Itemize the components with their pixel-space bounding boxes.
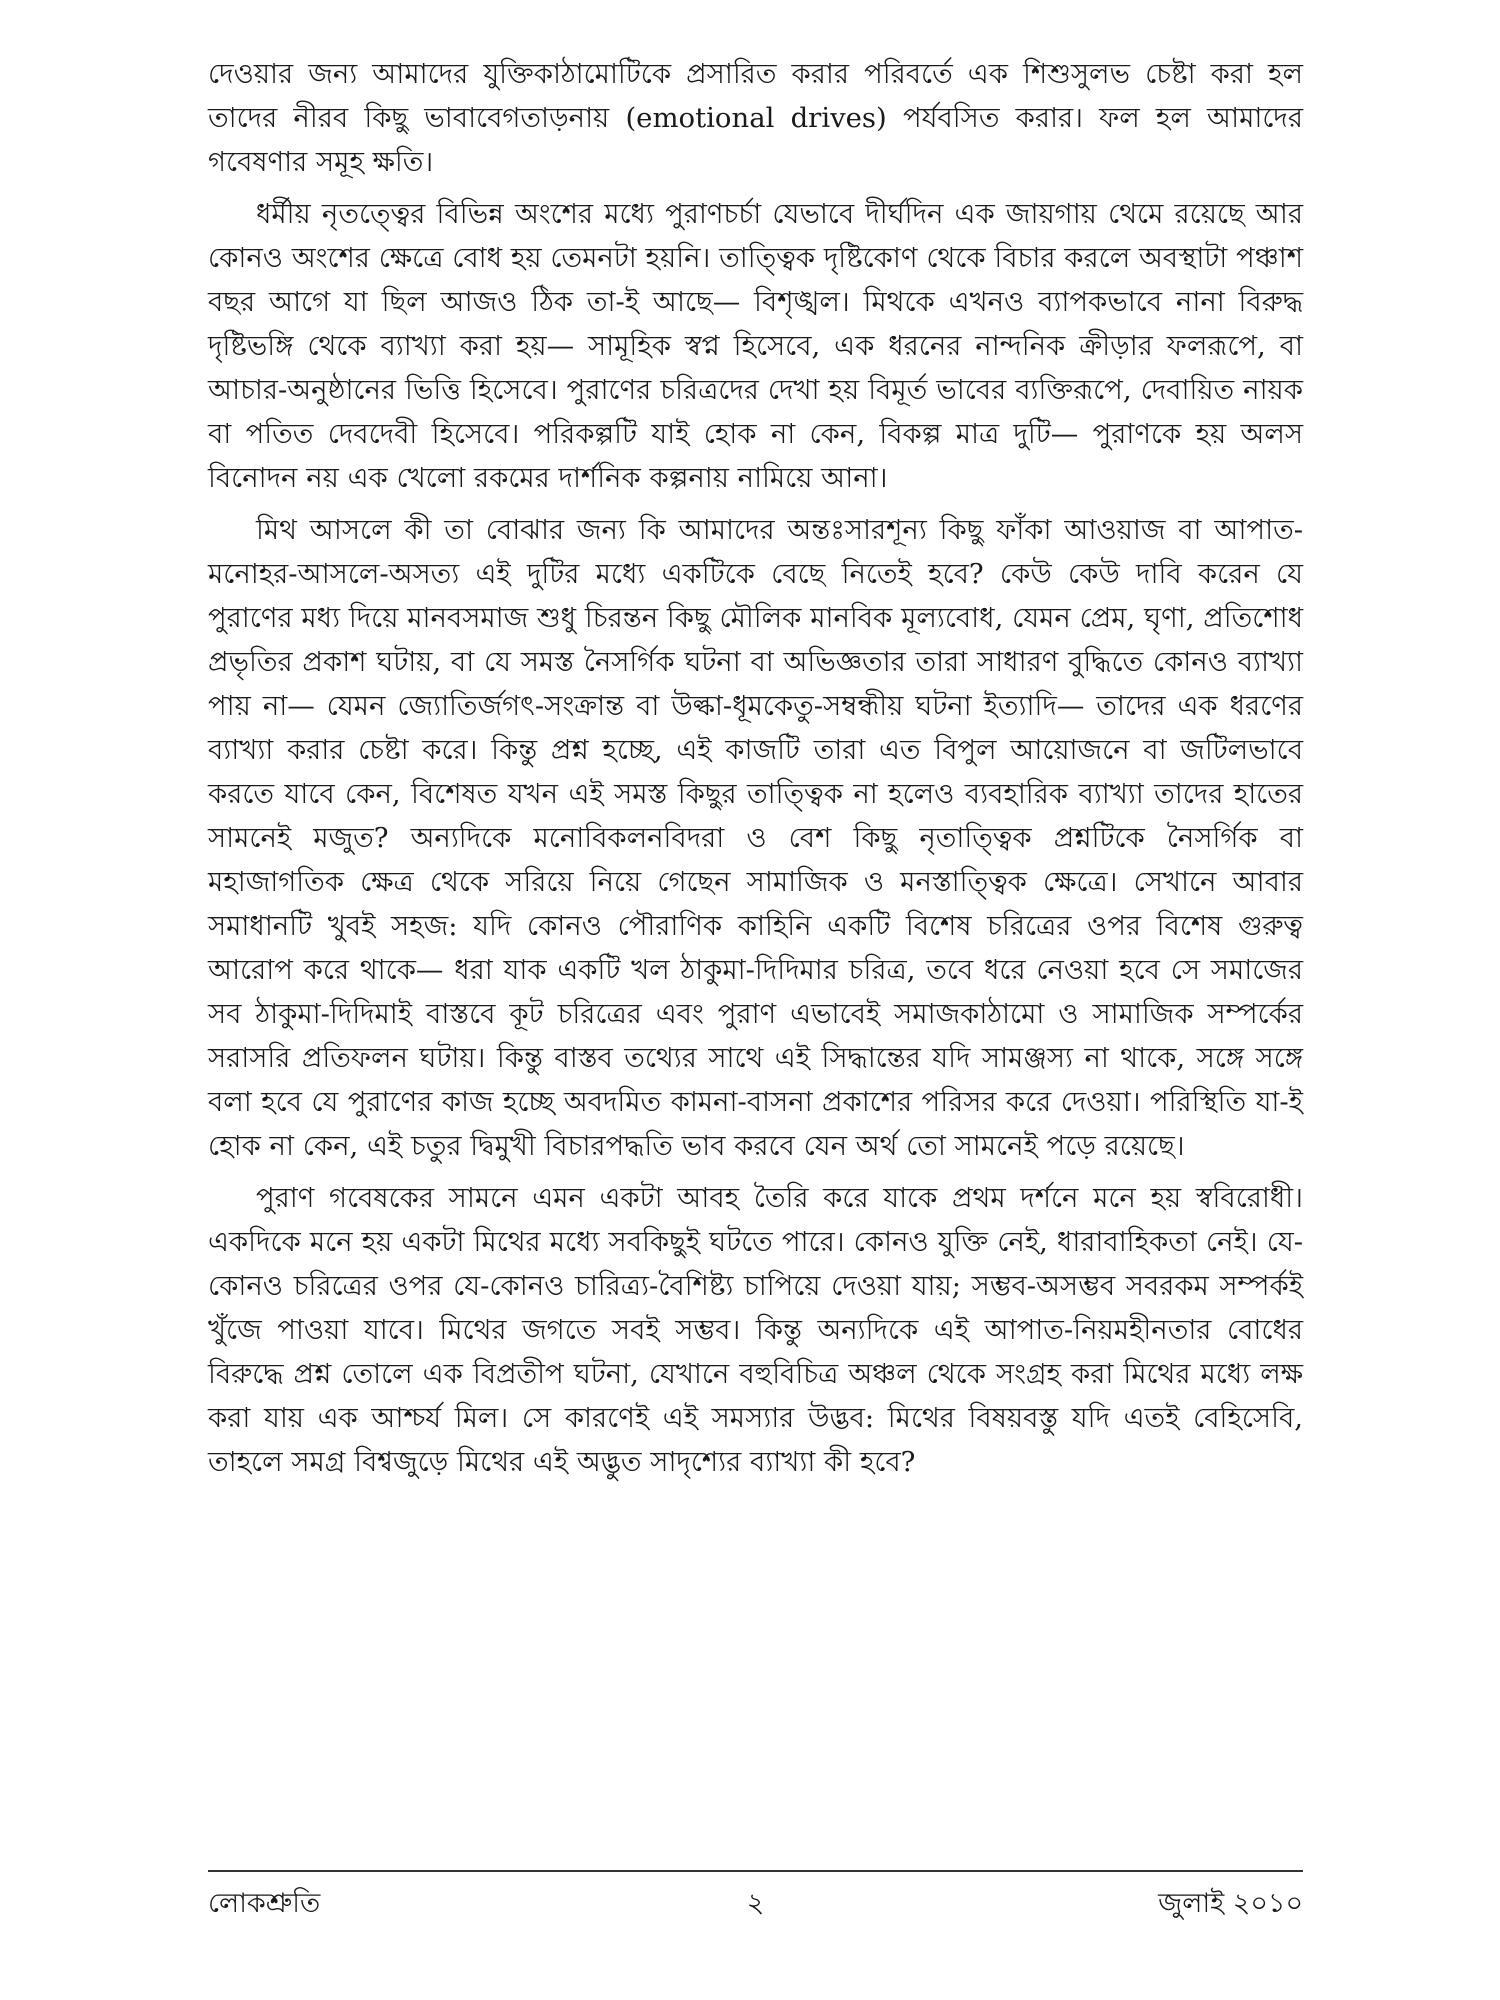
footer-page-number: ২ bbox=[746, 1888, 765, 1919]
paragraph: মিথ আসলে কী তা বোঝার জন্য কি আমাদের অন্তঃসারশূন্য কিছু ফাঁকা আওয়াজ বা আপাত-মনোহর-আসলে-অসত্য এই দুটির মধ্যে একটিকে বেছে নিতেই হবে? কেউ কেউ দাবি করেন যে পুরাণের মধ্য দিয়ে মানবসমাজ শুধু চিরন্তন কিছু মৌলিক মানবিক মূল্যবোধ, যেমন প্রেম, ঘৃণা, প্রতিশোধ প্রভৃতির প্রকাশ ঘটায়, বা যে সমস্ত নৈসর্গিক ঘটনা বা অভিজ্ঞতার তারা সাধারণ বুদ্ধিতে কোনও ব্যাখ্যা পায় না— যেমন জ্যোতির্জগৎ-সংক্রান্ত বা উল্কা-ধূমকেতু-সম্বন্ধীয় ঘটনা ইত্যাদি— তাদের এক ধরণের ব্যাখ্যা করার চেষ্টা করে। কিন্তু প্রশ্ন হচ্ছে, এই কাজটি তারা এত বিপুল আয়োজনে বা জটিলভাবে করতে যাবে কেন, বিশেষত যখন এই সমস্ত কিছুর তাত্ত্বিক না হলেও ব্যবহারিক ব্যাখ্যা তাদের হাতের সামনেই মজুত? অন্যদিকে মনোবিকলনবিদরা ও বেশ কিছু নৃতাত্ত্বিক প্রশ্নটিকে নৈসর্গিক বা মহাজাগতিক ক্ষেত্র থেকে সরিয়ে নিয়ে গেছেন সামাজিক ও মনস্তাত্ত্বিক ক্ষেত্রে। সেখানে আবার সমাধানটি খুবই সহজ: যদি কোনও পৌরাণিক কাহিনি একটি বিশেষ চরিত্রের ওপর বিশেষ গুরুত্ব আরোপ করে থাকে— ধরা যাক একটি খল ঠাকুমা-দিদিমার চরিত্র, তবে ধরে নেওয়া হবে সে সমাজের সব ঠাকুমা-দিদিমাই বাস্তবে কূট চরিত্রের এবং পুরাণ এভাবেই সমাজকাঠামো ও সামাজিক সম্পর্কের সরাসরি প্রতিফলন ঘটায়। কিন্তু বাস্তব তথ্যের সাথে এই সিদ্ধান্তের যদি সামঞ্জস্য না থাকে, সঙ্গে সঙ্গে বলা হবে যে পুরাণের কাজ হচ্ছে অবদমিত কামনা-বাসনা প্রকাশের পরিসর করে দেওয়া। পরিস্থিতি যা-ই হোক না কেন, এই চতুর দ্বিমুখী বিচারপদ্ধতি ভাব করবে যেন অর্থ তো সামনেই পড়ে রয়েছে। bbox=[208, 514, 1303, 1162]
article-body bbox=[208, 52, 1303, 1484]
page-content bbox=[208, 52, 1303, 1952]
paragraph: ধর্মীয় নৃতত্ত্বের বিভিন্ন অংশের মধ্যে পুরাণচর্চা যেভাবে দীর্ঘদিন এক জায়গায় থেমে রয়েছে আর কোনও অংশের ক্ষেত্রে বোধ হয় তেমনটা হয়নি। তাত্ত্বিক দৃষ্টিকোণ থেকে বিচার করলে অবস্থাটা পঞ্চাশ বছর আগে যা ছিল আজও ঠিক তা-ই আছে— বিশৃঙ্খল। মিথকে এখনও ব্যাপকভাবে নানা বিরুদ্ধ দৃষ্টিভঙ্গি থেকে ব্যাখ্যা করা হয়— সামূহিক স্বপ্ন হিসেবে, এক ধরনের নান্দনিক ক্রীড়ার ফলরূপে, বা আচার-অনুষ্ঠানের ভিত্তি হিসেবে। পুরাণের চরিত্রদের দেখা হয় বিমূর্ত ভাবের ব্যক্তিরূপে, দেবায়িত নায়ক বা পতিত দেবদেবী হিসেবে। পরিকল্পটি যাই হোক না কেন, বিকল্প মাত্র দুটি— পুরাণকে হয় অলস বিনোদন নয় এক খেলো রকমের দার্শনিক কল্পনায় নামিয়ে আনা। bbox=[208, 198, 1303, 494]
footer-journal-name: লোকশ্রুতি bbox=[208, 1888, 321, 1919]
paragraph: পুরাণ গবেষকের সামনে এমন একটা আবহ তৈরি করে যাকে প্রথম দর্শনে মনে হয় স্ববিরোধী। একদিকে মনে হয় একটা মিথের মধ্যে সবকিছুই ঘটতে পারে। কোনও যুক্তি নেই, ধারাবাহিকতা নেই। যে-কোনও চরিত্রের ওপর যে-কোনও চারিত্র্য-বৈশিষ্ট্য চাপিয়ে দেওয়া যায়; সম্ভব-অসম্ভব সবরকম সম্পর্কই খুঁজে পাওয়া যাবে। মিথের জগতে সবই সম্ভব। কিন্তু অন্যদিকে এই আপাত-নিয়মহীনতার বোধের বিরুদ্ধে প্রশ্ন তোলে এক বিপ্রতীপ ঘটনা, যেখানে বহুবিচিত্র অঞ্চল থেকে সংগ্রহ করা মিথের মধ্যে লক্ষ করা যায় এক আশ্চর্য মিল। সে কারণেই এই সমস্যার উদ্ভব: মিথের বিষয়বস্তু যদি এতই বেহিসেবি, তাহলে সমগ্র বিশ্বজুড়ে মিথের এই অদ্ভুত সাদৃশ্যের ব্যাখ্যা কী হবে? bbox=[208, 1182, 1303, 1478]
paragraph-continued: দেওয়ার জন্য আমাদের যুক্তিকাঠামোটিকে প্রসারিত করার পরিবর্তে এক শিশুসুলভ চেষ্টা করা হল তাদের নীরব কিছু ভাবাবেগতাড়নায় (emotional drives) পর্যবসিত করার। ফল হল আমাদের গবেষণার সমূহ ক্ষতি। bbox=[208, 58, 1303, 178]
page-footer bbox=[208, 1884, 1303, 1928]
footer-divider bbox=[208, 1870, 1303, 1872]
footer-date: জুলাই ২০১০ bbox=[1158, 1888, 1303, 1919]
